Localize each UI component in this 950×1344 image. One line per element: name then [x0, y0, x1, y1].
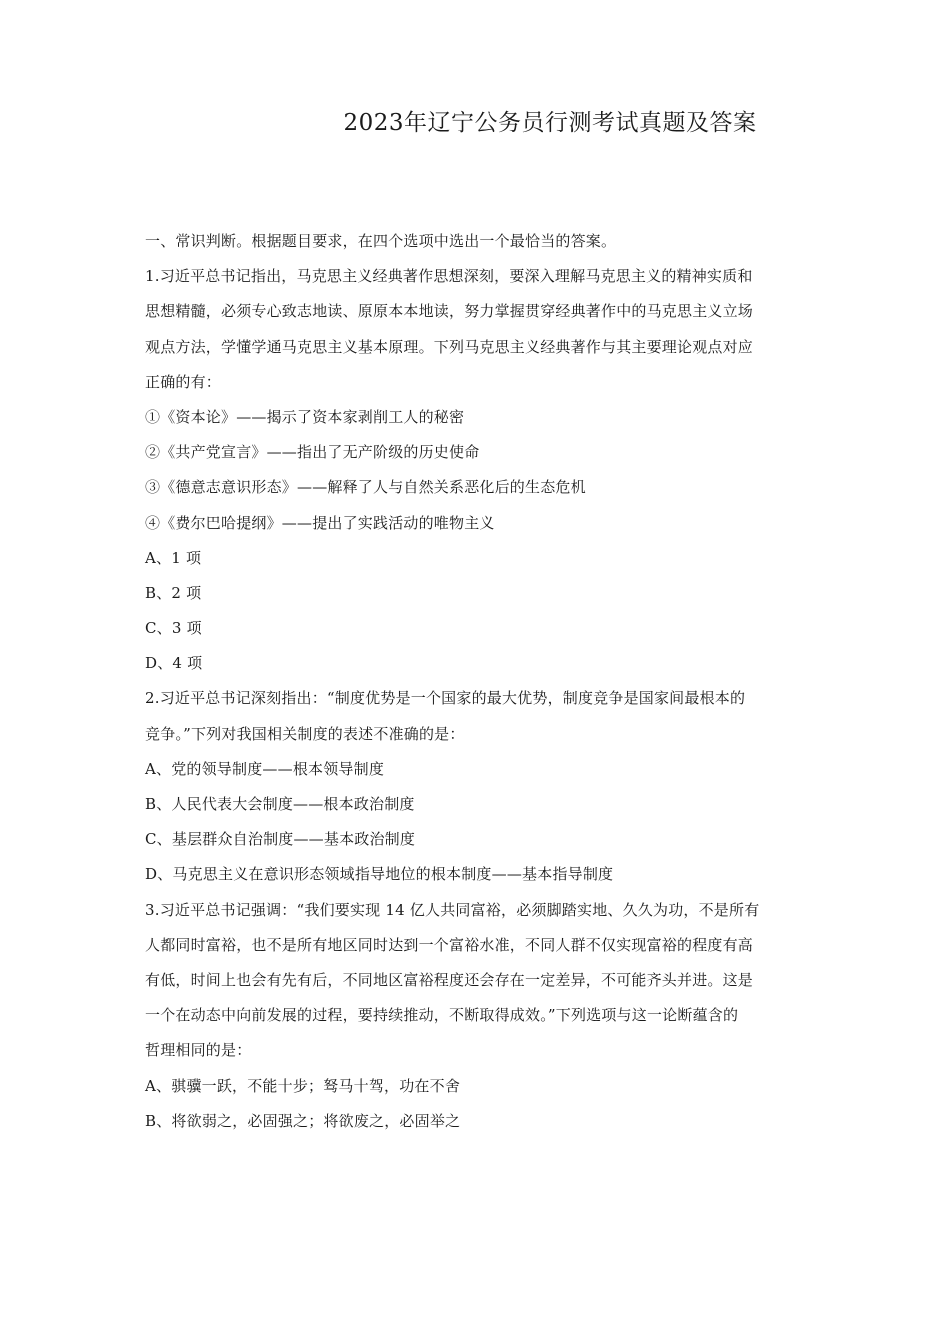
question-1-text: 正确的有： — [145, 372, 222, 391]
question-3-option: B、将欲弱之，必固强之；将欲废之，必固举之 — [145, 1111, 461, 1130]
question-1-text: 1.习近平总书记指出，马克思主义经典著作思想深刻，要深入理解马克思主义的精神实质和 — [145, 267, 753, 286]
question-2-option: C、基层群众自治制度——基本政治制度 — [145, 830, 416, 849]
question-1-option: A、1 项 — [145, 548, 202, 567]
question-3-option: A、骐骥一跃，不能十步；驽马十驾，功在不舍 — [145, 1076, 461, 1095]
page-title: 2023年辽宁公务员行测考试真题及答案 — [343, 110, 757, 136]
question-3-text: 哲理相同的是： — [145, 1041, 252, 1060]
question-1-statement: ③《德意志意识形态》——解释了人与自然关系恶化后的生态危机 — [145, 478, 586, 497]
section-heading: 一、常识判断。根据题目要求，在四个选项中选出一个最恰当的答案。 — [145, 232, 617, 250]
question-2-text: 2.习近平总书记深刻指出：“制度优势是一个国家的最大优势，制度竞争是国家间最根本的 — [145, 689, 746, 708]
question-1-statement: ②《共产党宣言》——指出了无产阶级的历史使命 — [145, 443, 480, 462]
document-body — [145, 224, 835, 1139]
question-3-text: 一个在动态中向前发展的过程，要持续推动，不断取得成效。”下列选项与这一论断蕴含的 — [145, 1006, 739, 1025]
question-2-option: B、人民代表大会制度——根本政治制度 — [145, 795, 415, 813]
question-2-text: 竞争。”下列对我国相关制度的表述不准确的是： — [145, 724, 465, 743]
question-3-text: 有低，时间上也会有先有后，不同地区富裕程度还会存在一定差异，不可能齐头并进。这是 — [145, 970, 754, 989]
question-1-option: D、4 项 — [145, 654, 203, 673]
question-1-text: 观点方法，学懂学通马克思主义基本原理。下列马克思主义经典著作与其主要理论观点对应 — [145, 337, 754, 356]
question-1-text: 思想精髓，必须专心致志地读、原原本本地读，努力掌握贯穿经典著作中的马克思主义立场 — [145, 302, 754, 321]
question-3-text: 人都同时富裕，也不是所有地区同时达到一个富裕水准，不同人群不仅实现富裕的程度有高 — [145, 935, 754, 954]
question-2-option: D、马克思主义在意识形态领域指导地位的根本制度——基本指导制度 — [145, 865, 614, 884]
question-1-option: C、3 项 — [145, 619, 202, 638]
question-1-statement: ①《资本论》——揭示了资本家剥削工人的秘密 — [145, 407, 465, 426]
question-2-option: A、党的领导制度——根本领导制度 — [145, 759, 385, 778]
question-1-statement: ④《费尔巴哈提纲》——提出了实践活动的唯物主义 — [145, 513, 495, 532]
question-1-option: B、2 项 — [145, 583, 202, 602]
question-3-text: 3.习近平总书记强调：“我们要实现 14 亿人共同富裕，必须脚踏实地、久久为功，不是所有 — [145, 900, 760, 919]
